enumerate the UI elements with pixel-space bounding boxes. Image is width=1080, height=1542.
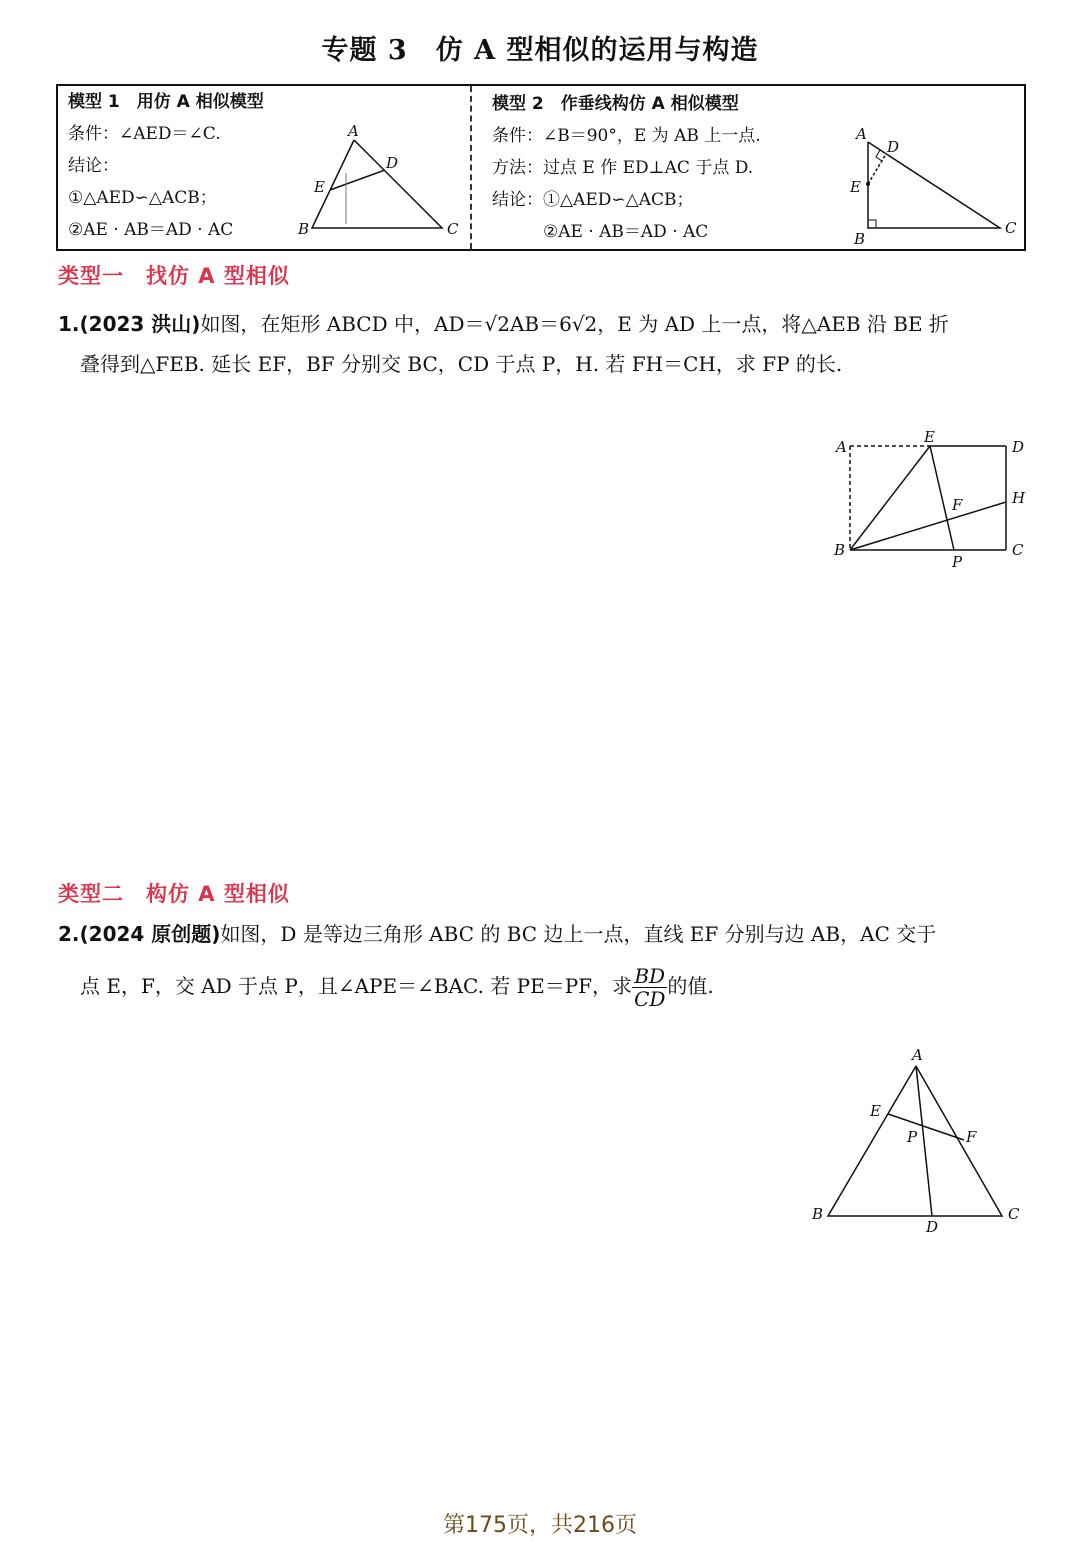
q2-label-a: A [912, 1046, 923, 1064]
question-1-number: 1. [58, 312, 80, 336]
model2-method: 方法：过点 E 作 ED⊥AC 于点 D. [492, 158, 754, 178]
q2-label-p: P [907, 1128, 918, 1146]
model2-segment-ed [868, 154, 886, 184]
model2-label-b: B [854, 230, 866, 248]
question-1-source: (2023 洪山) [79, 312, 201, 336]
question-2-text-3: 的值. [667, 974, 714, 998]
model-divider [470, 86, 472, 249]
question-2-number: 2. [58, 922, 80, 946]
question-2-figure [806, 1044, 1030, 1240]
model1-conclusion-2: ②AE · AB＝AD · AC [68, 220, 234, 240]
q1-label-e: E [924, 428, 935, 446]
model1-conclusion-label: 结论： [68, 156, 119, 176]
section-type-2: 类型二 构仿 A 型相似 [58, 882, 290, 906]
model2-label-a: A [856, 125, 867, 143]
model1-label-d: D [386, 154, 399, 172]
q1-segment-bh [850, 502, 1006, 550]
model1-label-b: B [298, 220, 310, 238]
question-1-line-1 [58, 312, 949, 336]
question-2-text-2: 点 E，F，交 AD 于点 P，且∠APE＝∠BAC. 若 PE＝PF，求 [80, 974, 633, 998]
model2-right-angle-d [876, 150, 882, 161]
question-2-line-1 [58, 922, 936, 946]
question-1-text-1: 如图，在矩形 ABCD 中，AD＝√2AB＝6√2，E 为 AD 上一点，将△AEB 沿 BE 折 [200, 312, 949, 336]
model2-conclusion-1: 结论：①△AED∽△ACB； [492, 190, 694, 210]
q1-label-d: D [1012, 438, 1025, 456]
question-2-line-2 [80, 965, 714, 1010]
model1-label-a: A [348, 122, 359, 140]
question-1-figure [826, 424, 1036, 574]
model2-point-e [866, 182, 870, 186]
fraction-numerator: BD [632, 965, 667, 988]
q1-label-b: B [834, 541, 846, 559]
model1-triangle [312, 140, 442, 228]
q1-label-h: H [1012, 489, 1026, 507]
q2-label-b: B [812, 1205, 824, 1223]
section-type-1: 类型一 找仿 A 型相似 [58, 264, 290, 288]
model2-heading: 模型 2 作垂线构仿 A 相似模型 [492, 94, 739, 114]
question-2-fraction [632, 965, 667, 1010]
model2-right-angle-b [868, 220, 876, 228]
model1-label-c: C [447, 220, 459, 238]
q1-label-a: A [836, 438, 847, 456]
q1-label-c: C [1012, 541, 1024, 559]
q2-label-e: E [870, 1102, 881, 1120]
question-1-line-2: 叠得到△FEB. 延长 EF，BF 分别交 BC，CD 于点 P，H. 若 FH＝CH，求 FP 的长. [80, 352, 843, 376]
model2-label-e: E [850, 178, 861, 196]
q2-label-c: C [1008, 1205, 1020, 1223]
model2-conclusion-2: ②AE · AB＝AD · AC [543, 222, 709, 242]
q2-segment-ef [888, 1114, 964, 1140]
page-title: 专题 3 仿 A 型相似的运用与构造 [321, 35, 759, 66]
q1-segment-be [850, 446, 930, 550]
page-footer: 第175页，共216页 [443, 1513, 637, 1538]
q2-label-f: F [966, 1128, 977, 1146]
model1-conclusion-1: ①△AED∽△ACB； [68, 188, 217, 208]
model1-condition: 条件：∠AED＝∠C. [68, 124, 221, 144]
model1-label-e: E [314, 178, 325, 196]
q1-label-p: P [952, 553, 963, 571]
model1-heading: 模型 1 用仿 A 相似模型 [68, 92, 264, 112]
fraction-denominator: CD [634, 987, 666, 1011]
model2-figure [842, 122, 1024, 250]
q1-label-f: F [952, 496, 963, 514]
model2-label-c: C [1005, 219, 1017, 237]
q2-label-d: D [926, 1218, 939, 1236]
model2-condition: 条件：∠B＝90°，E 为 AB 上一点. [492, 126, 761, 146]
q1-segment-ep [930, 446, 954, 550]
question-2-source: (2024 原创题) [79, 922, 221, 946]
model1-figure [290, 118, 470, 246]
model2-label-d: D [887, 138, 900, 156]
question-2-text-1: 如图，D 是等边三角形 ABC 的 BC 边上一点，直线 EF 分别与边 AB，AC 交于 [220, 922, 937, 946]
